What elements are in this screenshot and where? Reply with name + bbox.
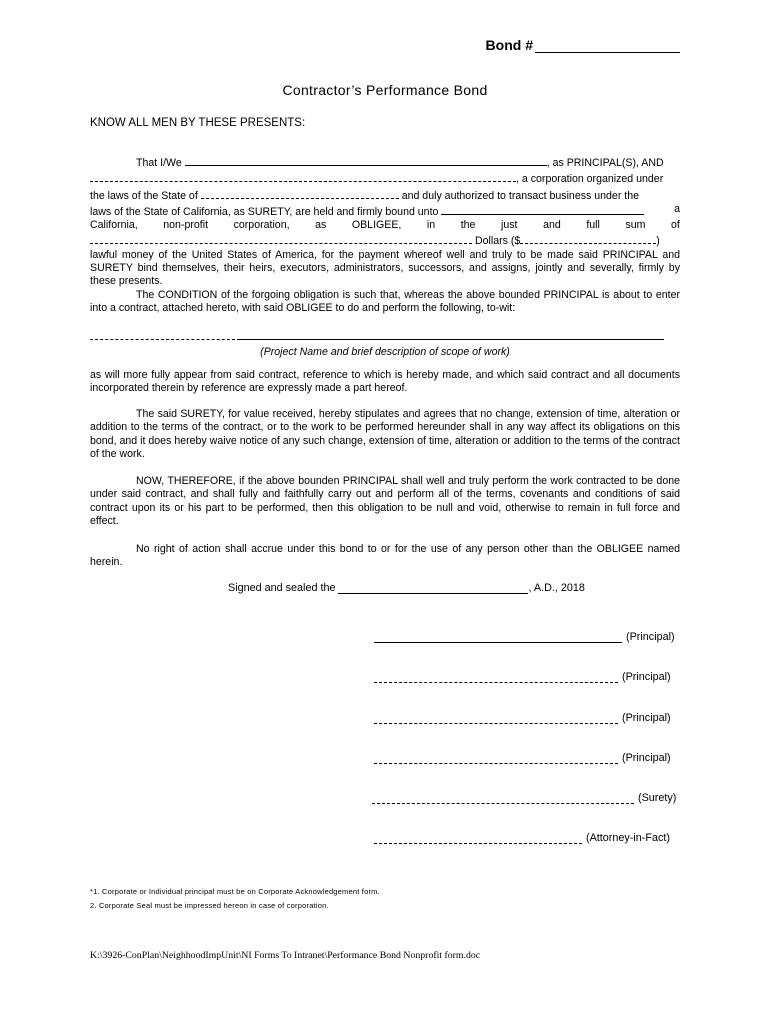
condition-paragraph: The CONDITION of the forgoing obligation is such that, whereas the above bounded PRINCIPAL is about to enter into a contract, attached hereto, with said OBLIGEE to do and perform the following, to-wit: xyxy=(90,289,680,315)
bond-number xyxy=(486,37,680,53)
state-suffix: and duly authorized to transact business under the xyxy=(401,189,640,202)
signature-field[interactable] xyxy=(374,712,618,724)
dollars-label: Dollars ($ xyxy=(474,235,521,248)
signature-field[interactable] xyxy=(374,832,582,844)
obligee-prefix: laws of the State of California, as SURETY, are held and firmly bound unto xyxy=(90,205,439,218)
signature-field[interactable] xyxy=(374,631,622,643)
signature-surety: (Surety) xyxy=(372,792,676,804)
file-path: K:\3926-ConPlan\NeighhoodImpUnit\NI Forms To Intranet\Performance Bond Nonprofit form.doc xyxy=(90,950,481,961)
signature-field[interactable] xyxy=(374,752,618,764)
surety-paragraph: The said SURETY, for value received, hereby stipulates and agrees that no change, extension of time, alteration or addition to the terms of the contract, or to the work to be performed hereunder shall in any way affect its obligations on this bond, and it does hereby waive notice of any such change, extension of time, alteration or addition to the terms of the contract of the work. xyxy=(90,408,680,460)
intro-heading: KNOW ALL MEN BY THESE PRESENTS: xyxy=(90,117,306,129)
footnote-1: *1. Corporate or Individual principal must be on Corporate Acknowledgement form. xyxy=(90,887,380,896)
obligee-name-field[interactable] xyxy=(441,203,644,215)
signed-sealed-line: Signed and sealed the , A.D., 2018 xyxy=(228,582,585,594)
signature-attorney: (Attorney-in-Fact) xyxy=(374,832,670,844)
signature-principal-1: (Principal) xyxy=(374,631,675,643)
obligee-line: California, non-profit corporation, as OBLIGEE, in the just and full sum of xyxy=(90,219,680,232)
date-field[interactable] xyxy=(338,582,528,594)
project-caption: (Project Name and brief description of scope of work) xyxy=(260,346,510,359)
document-title: Contractor’s Performance Bond xyxy=(282,82,488,98)
amount-words-field[interactable] xyxy=(90,232,472,244)
signature-field[interactable] xyxy=(374,671,618,683)
principal-name-field[interactable] xyxy=(185,154,547,166)
bond-number-field[interactable] xyxy=(535,38,680,53)
obligee-suffix: a xyxy=(674,202,680,215)
signature-field[interactable] xyxy=(372,792,634,804)
principal-suffix: , as PRINCIPAL(S), AND xyxy=(546,157,664,169)
signature-principal-3: (Principal) xyxy=(374,712,671,724)
therefore-paragraph: NOW, THEREFORE, if the above bounden PRINCIPAL shall well and truly perform the work contracted to be done under said contract, and shall fully and faithfully carry out and perform all of the terms, covenants and conditions of said contract upon its or his part to be performed, then this obligation to be null and void, otherwise to remain in full force and effect. xyxy=(90,475,680,527)
footnote-2: 2. Corporate Seal must be impressed hereon in case of corporation. xyxy=(90,901,329,910)
project-field[interactable] xyxy=(240,328,664,340)
surety-name-field[interactable] xyxy=(90,170,516,182)
principal-paragraph: That I/We , as PRINCIPAL(S), AND , a corporation organized under the laws of the State of and duly authorized to transact business under the laws of the State of California, as SURETY, are held and firmly bound unto a California, non-profit corporation, as OBLIGEE, in the just and full sum of Dollars ($ ) lawful money of the United States of America, for the payment whereof well and truly to be made said PRINCIPAL and SURETY bind themselves, their heirs, executors, administrators, successors, and assigns, jointly and severally, firmly by these presents. xyxy=(90,154,680,289)
bond-number-label: Bond # xyxy=(485,37,533,53)
amount-number-field[interactable] xyxy=(520,232,656,244)
state-prefix: the laws of the State of xyxy=(90,189,198,202)
signature-principal-4: (Principal) xyxy=(374,752,671,764)
right-of-action-paragraph: No right of action shall accrue under this bond to or for the use of any person other than the OBLIGEE named herein. xyxy=(90,543,680,569)
project-description xyxy=(90,328,680,360)
state-field[interactable] xyxy=(201,187,399,199)
principal-prefix: That I/We xyxy=(136,157,182,169)
reference-paragraph: as will more fully appear from said contract, reference to which is hereby made, and which said contract and all documents incorporated therein by reference are expressly made a part hereof. xyxy=(90,369,680,395)
signature-principal-2: (Principal) xyxy=(374,671,671,683)
principal-paragraph-rest: lawful money of the United States of America, for the payment whereof well and truly to be made said PRINCIPAL and SURETY bind themselves, their heirs, executors, administrators, successors, and assigns, jointly and severally, firmly by these presents. xyxy=(90,248,680,288)
surety-suffix: , a corporation organized under xyxy=(516,173,664,186)
